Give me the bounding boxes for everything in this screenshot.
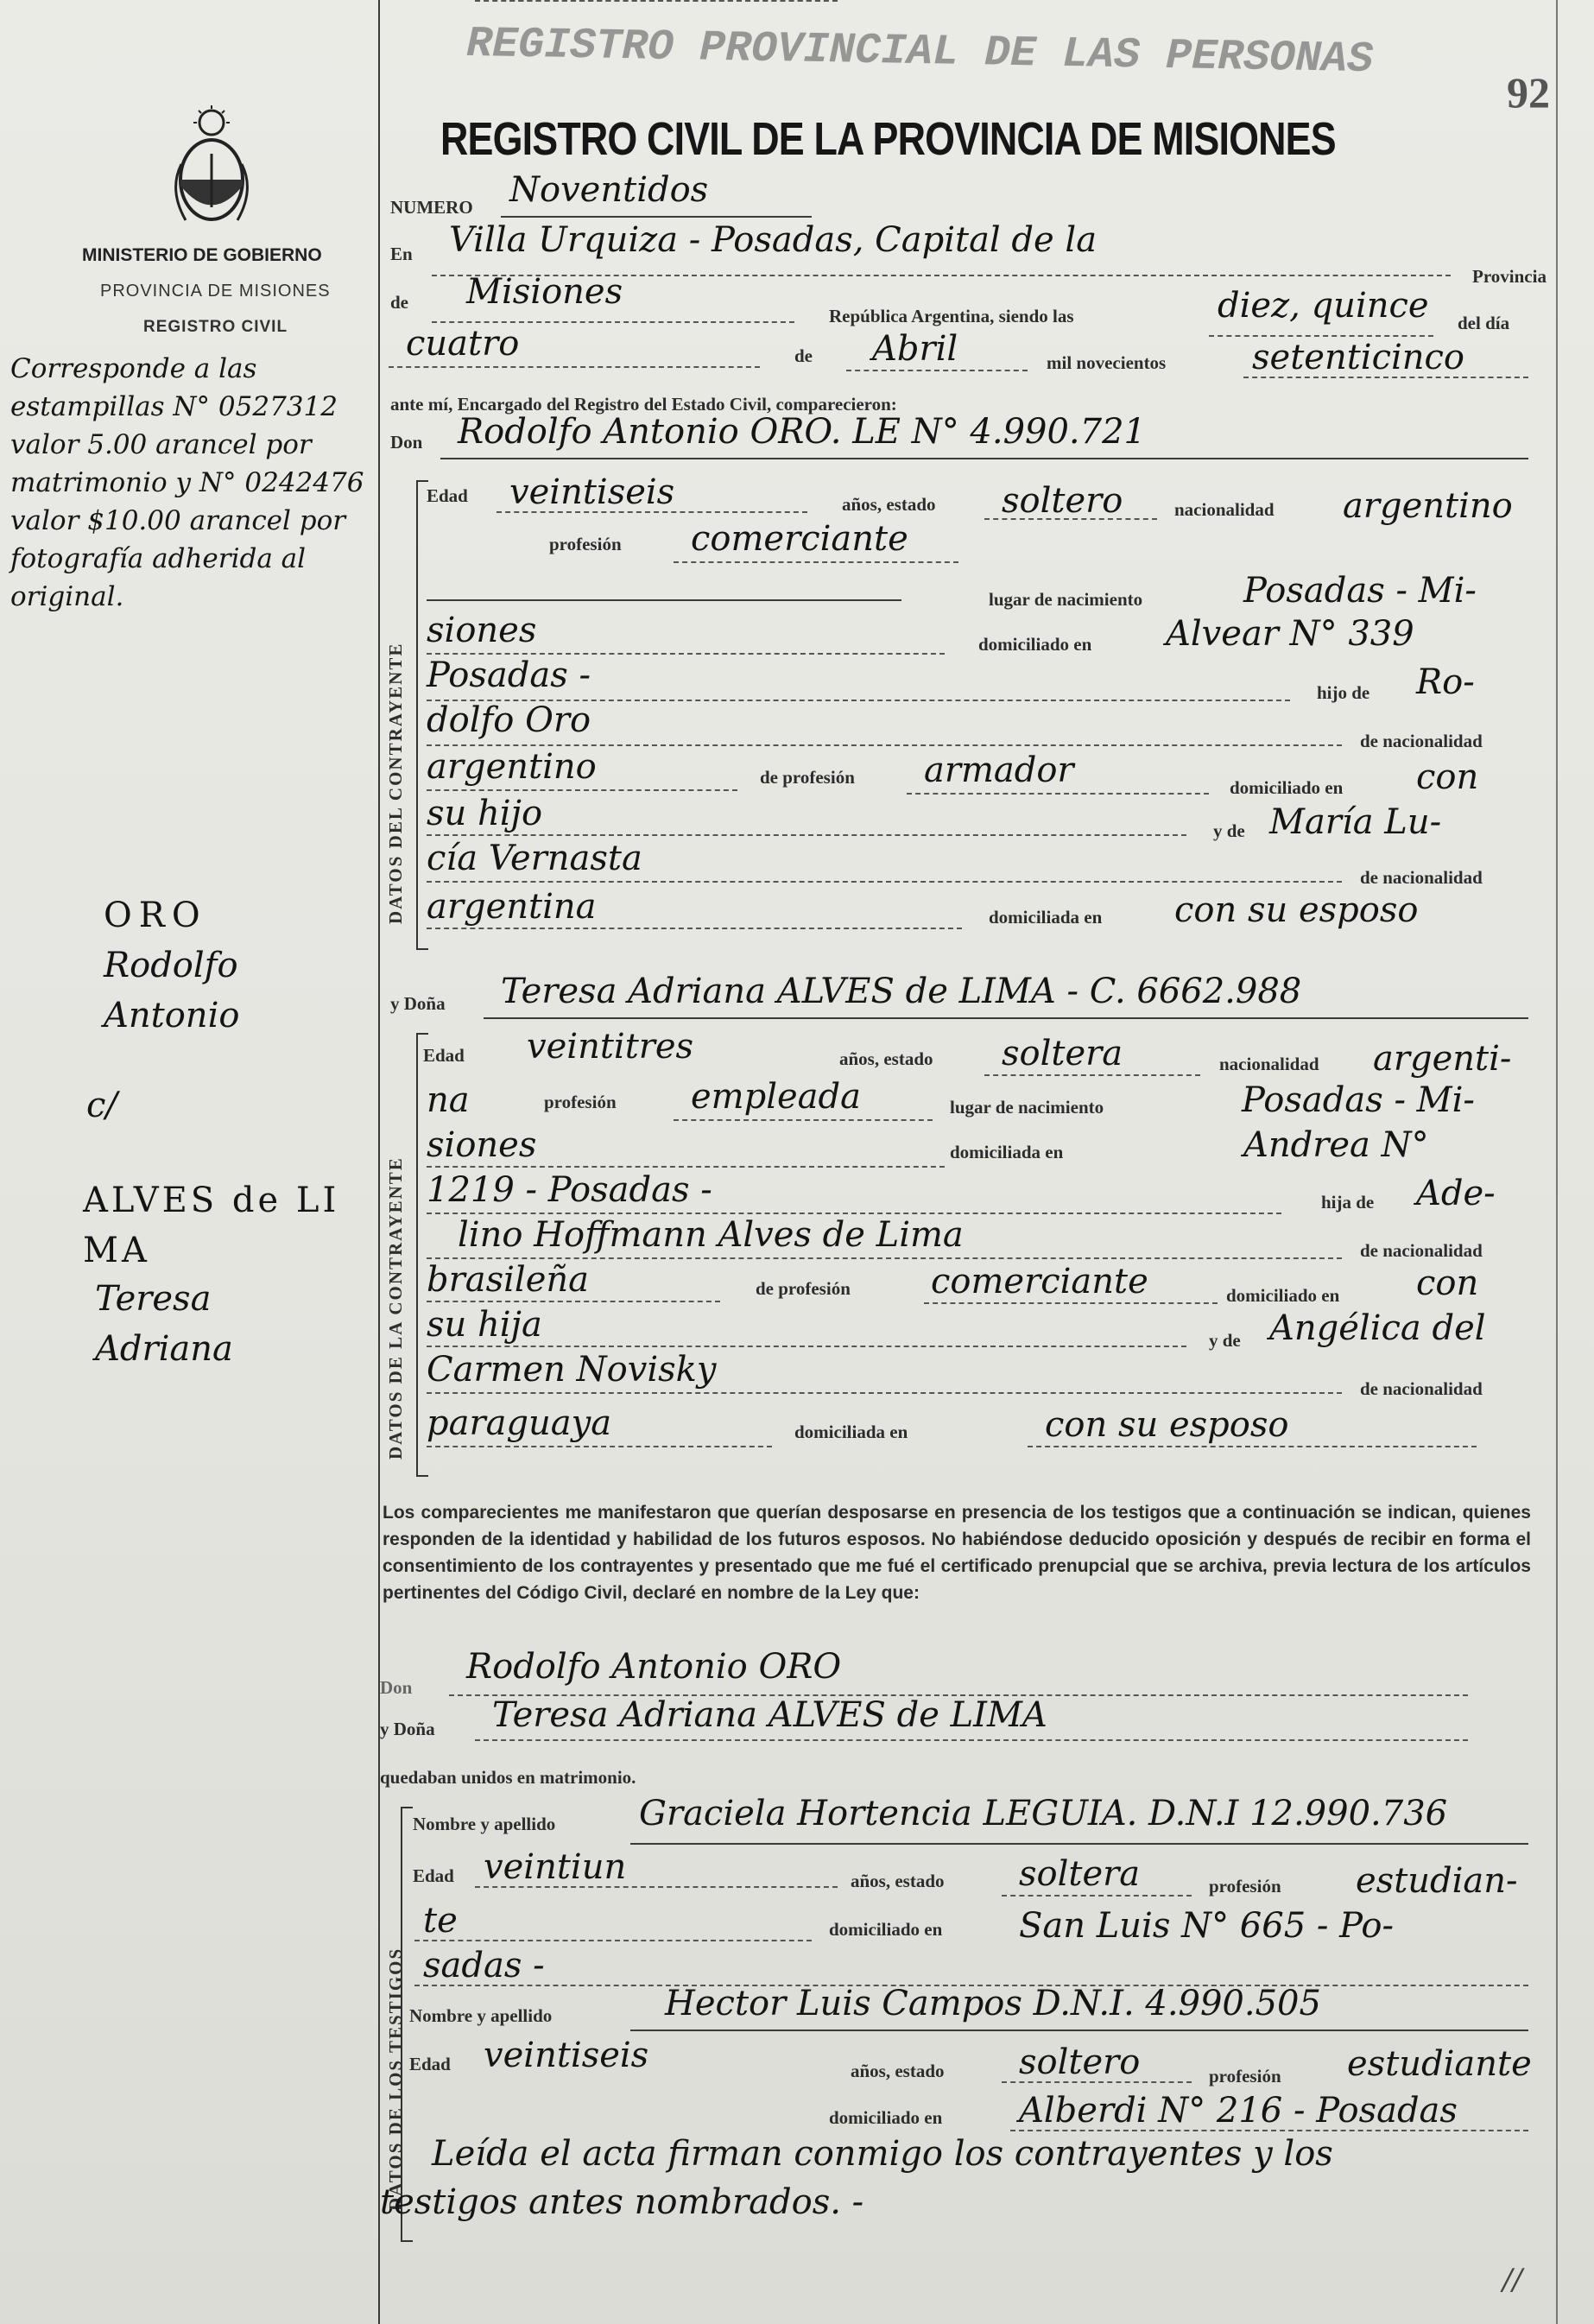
closing-line-1: Leída el acta firman conmigo los contrayentes y los <box>432 2134 1333 2174</box>
bride-madre-nac-line <box>427 1446 772 1447</box>
anio-line <box>1243 377 1528 378</box>
bride-padre-dom: con <box>1416 1263 1479 1303</box>
provincia-value: Misiones <box>466 272 623 312</box>
groom-padre-line <box>427 744 1342 746</box>
w2-nombre: Hector Luis Campos D.N.I. 4.990.505 <box>665 1984 1321 2023</box>
closing-line-2: testigos antes nombrados. - <box>380 2182 864 2222</box>
margin-name-line: MA <box>83 1231 150 1270</box>
w1-prof-cont-line <box>414 1940 812 1941</box>
bride-domicilio-cont: 1219 - Posadas - <box>427 1170 712 1210</box>
bride-nac-cont: na <box>427 1080 470 1120</box>
margin-name-line: ORO <box>104 896 207 935</box>
w2-domic-label: domiciliado en <box>829 2107 943 2128</box>
office-label: REGISTRO CIVIL <box>143 318 288 336</box>
groom-padre-nac: argentino <box>427 747 597 787</box>
provincia-line <box>432 321 794 323</box>
w2-estado-label: años, estado <box>851 2061 945 2081</box>
w2-estado: soltero <box>1019 2042 1141 2082</box>
dona-label: y Doña <box>390 993 446 1014</box>
bride-padre-line <box>427 1257 1342 1259</box>
bride-madre-label: y de <box>1209 1330 1241 1351</box>
numero-label: NUMERO <box>390 197 473 218</box>
margin-name-line: ALVES de LI <box>83 1181 340 1220</box>
de-mes-label: de <box>794 345 813 366</box>
provincia-label: Provincia <box>1472 266 1547 287</box>
w1-edad-label: Edad <box>413 1865 454 1886</box>
groom-padre-prof-label: de profesión <box>760 767 855 788</box>
w1-profesion: estudian- <box>1356 1861 1518 1901</box>
decl-don: Rodolfo Antonio ORO <box>466 1647 842 1687</box>
groom-prof-line <box>674 561 958 563</box>
bride-madre-dom: con su esposo <box>1045 1405 1289 1445</box>
groom-madre-nac-label: de nacionalidad <box>1360 867 1483 888</box>
groom-padre-nac-line <box>427 789 737 791</box>
bride-lugar-label: lugar de nacimiento <box>950 1097 1104 1118</box>
groom-padre-dom-cont: su hijo <box>427 794 543 833</box>
bride-side-label: DATOS DE LA CONTRAYENTE <box>385 1156 406 1460</box>
bride-nac-label: nacionalidad <box>1219 1054 1319 1074</box>
dia-line <box>389 366 760 368</box>
groom-madre: María Lu- <box>1269 802 1442 842</box>
groom-lugar-cont-line <box>427 653 945 655</box>
bride-madre-dom-line <box>1028 1446 1477 1447</box>
groom-prof-label: profesión <box>549 534 622 554</box>
groom-padre-prof: armador <box>924 750 1074 790</box>
groom-lugar-label: lugar de nacimiento <box>989 589 1143 610</box>
bride-padre-dom-cont: su hija <box>427 1305 542 1345</box>
mil-label: mil novecientos <box>1047 352 1167 373</box>
w2-prof-label: profesión <box>1209 2066 1281 2087</box>
groom-domic-label: domiciliado en <box>978 634 1092 655</box>
numero-value: Noventidos <box>509 170 709 210</box>
mes-line <box>846 370 1028 371</box>
bride-padre-nac-line <box>427 1301 720 1302</box>
margin-rule <box>378 0 380 2324</box>
groom-nac-label: nacionalidad <box>1174 499 1275 520</box>
lugar-value: Villa Urquiza - Posadas, Capital de la <box>449 220 1097 260</box>
coat-of-arms-icon <box>164 104 259 233</box>
groom-domicilio: Alvear N° 339 <box>1166 614 1414 654</box>
bride-hija-label: hija de <box>1321 1192 1375 1213</box>
decl-dona-label: y Doña <box>380 1719 435 1739</box>
bride-padre-cont: lino Hoffmann Alves de Lima <box>458 1215 964 1255</box>
groom-domicilio-cont: Posadas - <box>427 655 591 695</box>
dia-value: cuatro <box>406 324 520 364</box>
groom-estado-label: años, estado <box>842 494 936 515</box>
bride-name-line <box>484 1017 1528 1019</box>
groom-edad-label: Edad <box>427 485 468 506</box>
witness-side-label: DATOS DE LOS TESTIGOS <box>385 1947 406 2211</box>
groom-side-label: DATOS DEL CONTRAYENTE <box>385 642 406 924</box>
bride-domic-label: domiciliada en <box>950 1142 1064 1162</box>
bride-name: Teresa Adriana ALVES de LIMA - C. 6662.988 <box>501 972 1302 1011</box>
bride-edad-label: Edad <box>423 1045 465 1066</box>
groom-profesion: comerciante <box>691 519 908 559</box>
bride-lugar-cont: siones <box>427 1125 537 1165</box>
groom-lugar: Posadas - Mi- <box>1243 571 1477 611</box>
groom-blank-line <box>427 599 901 601</box>
hora-value: diez, quince <box>1218 286 1429 326</box>
quedaban-label: quedaban unidos en matrimonio. <box>380 1767 636 1788</box>
groom-edad-line <box>497 511 807 513</box>
bride-prof-line <box>674 1119 933 1121</box>
bride-estado-line <box>984 1074 1200 1076</box>
w2-nombre-label: Nombre y apellido <box>409 2005 553 2026</box>
w1-prof-label: profesión <box>1209 1876 1281 1897</box>
w1-nombre-line <box>630 1843 1528 1845</box>
page-number: 92 <box>1507 68 1550 117</box>
groom-hijo-label: hijo de <box>1317 682 1370 703</box>
margin-name-line: Teresa <box>95 1279 212 1319</box>
decl-dona: Teresa Adriana ALVES de LIMA <box>492 1695 1047 1735</box>
w1-estado: soltera <box>1019 1854 1141 1894</box>
bride-nacionalidad: argenti- <box>1373 1039 1512 1079</box>
groom-estado-line <box>984 518 1157 520</box>
groom-edad: veintiseis <box>509 472 675 512</box>
bride-madre-line <box>427 1392 1342 1394</box>
groom-padre-dom-label: domiciliado en <box>1230 777 1344 798</box>
w2-nombre-line <box>630 2030 1528 2031</box>
margin-name-line: Antonio <box>104 996 240 1035</box>
bride-padre-prof-line <box>924 1302 1218 1304</box>
w1-edad: veintiun <box>484 1847 627 1887</box>
decl-don-label: Don <box>380 1677 413 1698</box>
bride-profesion: empleada <box>691 1077 861 1117</box>
mes-value: Abril <box>872 329 958 369</box>
bride-padre-prof-label: de profesión <box>756 1278 851 1299</box>
groom-madre-dom-label: domiciliada en <box>989 907 1103 928</box>
bride-padre-prof: comerciante <box>931 1262 1148 1301</box>
w1-prof-cont: te <box>423 1901 458 1941</box>
w1-nombre-label: Nombre y apellido <box>413 1814 556 1834</box>
del-dia-label: del día <box>1458 313 1510 333</box>
margin-name-line: Adriana <box>95 1329 233 1369</box>
margin-note: Corresponde a las estampillas N° 0527312 valor 5.00 arancel por matrimonio y N° 0242476 valor $10.00 arancel por fotografía adherida al original. <box>10 353 364 613</box>
groom-padre: Ro- <box>1416 662 1475 702</box>
bride-padre-dom-label: domiciliado en <box>1226 1285 1340 1306</box>
groom-madre-cont: cía Vernasta <box>427 839 642 878</box>
page-title: REGISTRO CIVIL DE LA PROVINCIA DE MISIONES <box>440 113 1336 165</box>
margin-name-line: c/ <box>86 1086 117 1125</box>
groom-padre-nac-label: de nacionalidad <box>1360 731 1483 751</box>
groom-lugar-cont: siones <box>427 611 537 650</box>
ante-label: ante mí, Encargado del Registro del Estado Civil, comparecieron: <box>390 394 897 415</box>
numero-line <box>501 216 812 218</box>
w2-domicilio: Alberdi N° 216 - Posadas <box>1019 2091 1458 2131</box>
bride-madre-dom-label: domiciliada en <box>794 1422 908 1442</box>
w2-domic-line <box>1010 2130 1528 2131</box>
don-label: Don <box>390 432 423 453</box>
bride-estado: soltera <box>1002 1034 1123 1073</box>
bride-domic-cont-line <box>427 1213 1281 1214</box>
groom-padre-prof-line <box>907 793 1209 795</box>
anio-value: setenticinco <box>1252 338 1465 377</box>
bride-madre: Angélica del <box>1269 1308 1486 1348</box>
groom-padre-dom-line <box>427 834 1186 836</box>
decl-dona-line <box>475 1739 1468 1741</box>
en-label: En <box>390 244 413 264</box>
groom-madre-line <box>427 881 1342 883</box>
groom-madre-nac-line <box>427 928 962 929</box>
groom-name: Rodolfo Antonio ORO. LE N° 4.990.721 <box>458 412 1146 452</box>
w1-nombre: Graciela Hortencia LEGUIA. D.N.I 12.990.736 <box>639 1794 1448 1833</box>
w1-edad-line <box>475 1886 838 1888</box>
groom-padre-cont: dolfo Oro <box>427 700 591 740</box>
groom-nacionalidad: argentino <box>1343 486 1513 526</box>
bride-lugar-cont-line <box>427 1166 945 1168</box>
bride-madre-nac: paraguaya <box>427 1403 612 1443</box>
bride-prof-label: profesión <box>544 1092 617 1112</box>
w2-edad-label: Edad <box>409 2054 451 2074</box>
republica-label: República Argentina, siendo las <box>829 306 1074 326</box>
margin-name-line: Rodolfo <box>104 946 238 985</box>
registry-stamp: REGISTRO PROVINCIAL DE LAS PERSONAS <box>465 19 1374 85</box>
bride-madre-nac-label: de nacionalidad <box>1360 1378 1483 1399</box>
bride-padre: Ade- <box>1416 1174 1496 1213</box>
bride-edad: veintitres <box>527 1027 694 1067</box>
groom-padre-dom: con <box>1416 757 1479 797</box>
corner-mark: // <box>1502 2263 1522 2297</box>
w1-domic-label: domiciliado en <box>829 1919 943 1940</box>
province-label: PROVINCIA DE MISIONES <box>100 282 331 301</box>
hora-line <box>1209 335 1433 337</box>
w2-edad-line <box>475 0 838 2</box>
bride-lugar: Posadas - Mi- <box>1242 1080 1475 1120</box>
w2-profesion: estudiante <box>1347 2044 1532 2084</box>
w1-domicilio-cont: sadas - <box>423 1946 545 1985</box>
w2-edad: veintiseis <box>484 2036 649 2075</box>
bride-padre-dom-line <box>427 1346 1186 1347</box>
groom-madre-label: y de <box>1213 820 1245 841</box>
bride-padre-nac-label: de nacionalidad <box>1360 1240 1483 1261</box>
w1-estado-line <box>1002 1895 1192 1897</box>
bride-padre-nac: brasileña <box>427 1260 589 1300</box>
bride-madre-cont: Carmen Novisky <box>427 1350 717 1390</box>
groom-madre-dom: con su esposo <box>1174 890 1419 930</box>
w1-estado-label: años, estado <box>851 1871 945 1891</box>
groom-madre-nac: argentina <box>427 887 597 927</box>
declaration-paragraph: Los comparecientes me manifestaron que querían desposarse en presencia de los testigos que a continuación se indican, quienes responden de la identidad y habilidad de los futuros esposos. No habiéndose deducido oposición y después de recibir en forma el consentimiento de los contrayentes y presentado que me fué el certificado prenupcial que se archiva, previa lectura de los artículos pertinentes del Código Civil, declaré en nombre de la Ley que: <box>383 1503 1531 1603</box>
bride-domicilio: Andrea N° <box>1243 1125 1429 1165</box>
groom-name-line <box>440 458 1528 459</box>
w1-domicilio: San Luis N° 665 - Po- <box>1019 1906 1394 1946</box>
ministry-label: MINISTERIO DE GOBIERNO <box>82 245 322 265</box>
bride-estado-label: años, estado <box>839 1048 933 1069</box>
w2-estado-line <box>1002 2081 1192 2083</box>
de-label: de <box>390 292 408 313</box>
right-edge-rule <box>1556 0 1558 2324</box>
groom-estado: soltero <box>1002 481 1123 521</box>
